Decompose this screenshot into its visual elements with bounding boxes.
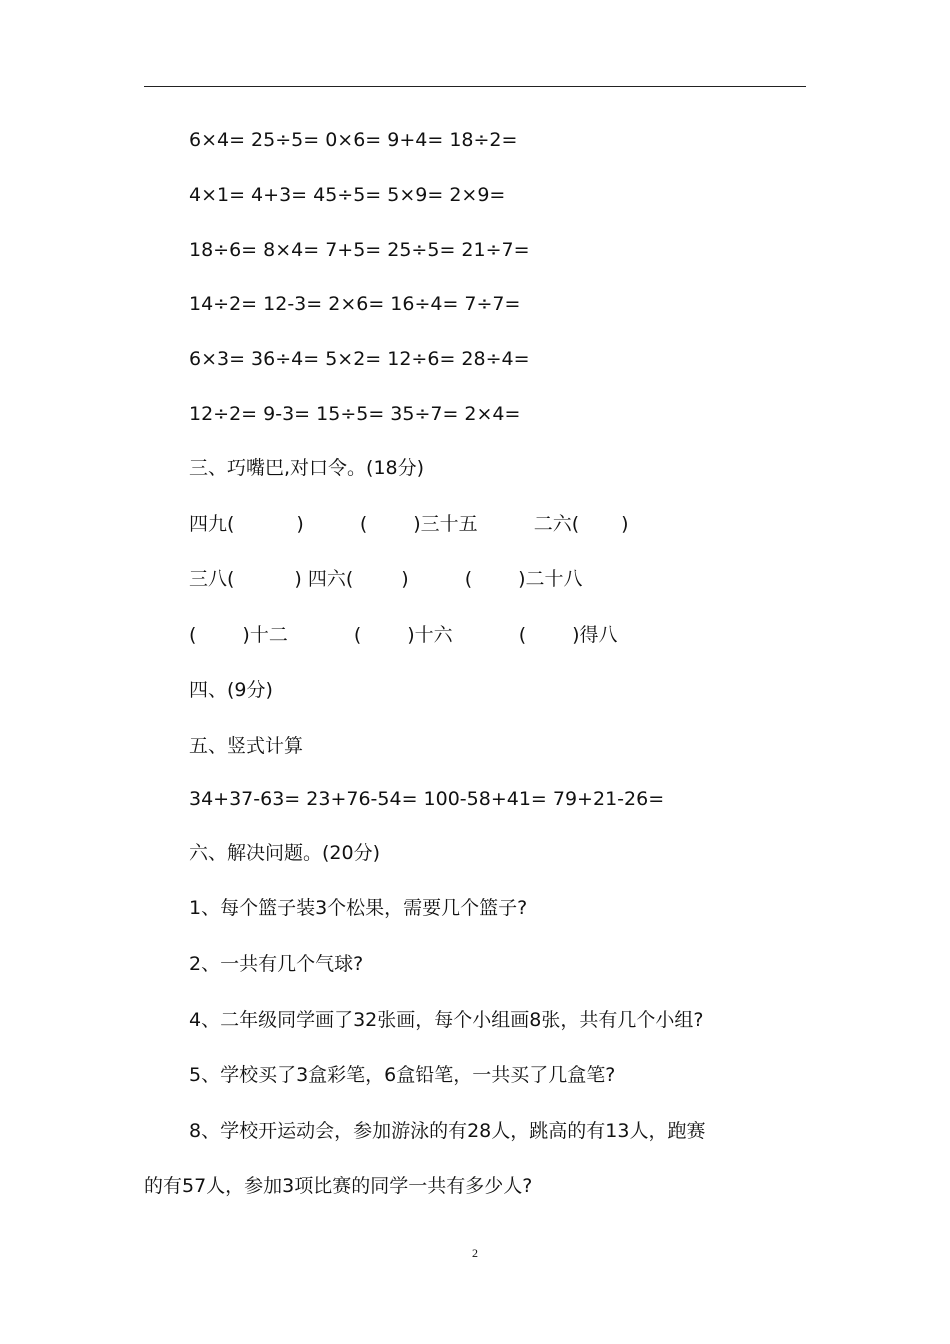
chant-text: ( [518,624,527,646]
chant-text: ( [189,624,197,646]
question-8-line-1: 8、学校开运动会，参加游泳的有28人，跳高的有13人，跑赛 [189,1120,706,1142]
chant-text: )得八 [572,624,618,646]
chant-text: ( [359,513,368,535]
question-1: 1、每个篮子装3个松果，需要几个篮子? [189,897,528,919]
chant-text: )十六 [407,624,453,646]
chant-text: ) [621,513,629,535]
question-2: 2、一共有几个气球? [189,953,364,975]
chant-text: )三十五 [413,513,478,535]
chant-row-3 [189,623,618,647]
chant-text: ) [401,568,409,590]
question-8-line-2: 的有57人，参加3项比赛的同学一共有多少人? [144,1175,533,1197]
section5-title: 五、竖式计算 [189,735,304,757]
chant-text: ( [353,624,362,646]
arith-line-6: 12÷2= 9-3= 15÷5= 35÷7= 2×4= [189,403,521,425]
page-number: 2 [472,1246,478,1260]
chant-row-2 [189,567,583,591]
chant-text: )十二 [242,624,288,646]
arith-line-5: 6×3= 36÷4= 5×2= 12÷6= 28÷4= [189,348,530,370]
question-4: 4、二年级同学画了32张画，每个小组画8张，共有几个小组? [189,1009,704,1031]
question-5: 5、学校买了3盒彩笔，6盒铅笔，一共买了几盒笔? [189,1064,616,1086]
section3-title: 三、巧嘴巴,对口令。(18分) [189,457,425,479]
arith-line-1: 6×4= 25÷5= 0×6= 9+4= 18÷2= [189,129,518,151]
section4-title: 四、(9分) [189,679,273,701]
chant-text: ( [464,568,473,590]
arith-line-3: 18÷6= 8×4= 7+5= 25÷5= 21÷7= [189,239,530,261]
chant-text: 三八( [189,568,235,590]
header-rule [144,86,806,87]
arith-line-2: 4×1= 4+3= 45÷5= 5×9= 2×9= [189,184,506,206]
section6-title: 六、解决问题。(20分) [189,842,381,864]
chant-text: ) 四六( [294,568,354,590]
chant-text: 二六( [533,513,580,535]
chant-text: )二十八 [518,568,583,590]
chant-text: 四九( [189,513,235,535]
chant-text: ) [296,513,304,535]
arith-line-4: 14÷2= 12-3= 2×6= 16÷4= 7÷7= [189,293,521,315]
vertical-calc-problems: 34+37-63= 23+76-54= 100-58+41= 79+21-26= [189,788,665,810]
chant-row-1 [189,512,629,536]
